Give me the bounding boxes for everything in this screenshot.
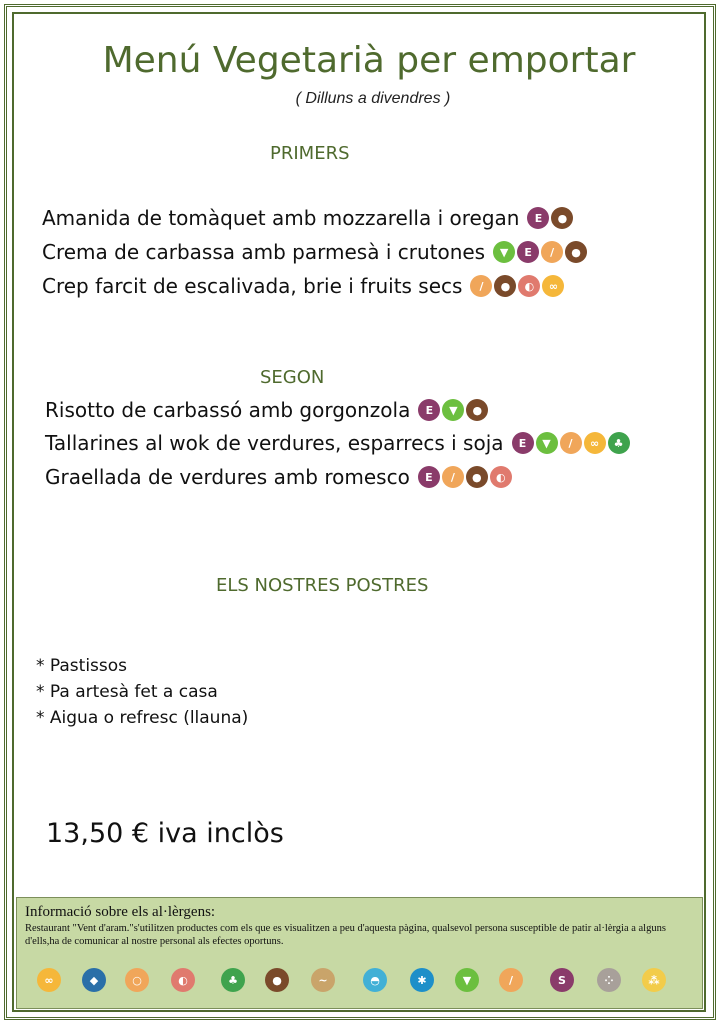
dish-segon-1: [45, 398, 488, 422]
sulphite-icon: S: [550, 968, 574, 992]
dish-segon-2: [45, 431, 630, 455]
allergen-text: Restaurant "Vent d'aram."s'utilitzen productes com els que es visualitzen a peu d'aquesta pàgina, qualsevol persona susceptible de patir al·lèrgia a alguns d'ells,ha de comunicar al nostre personal als efectes oportuns.: [25, 923, 666, 947]
menu-price: 13,50 € iva inclòs: [46, 818, 284, 849]
menu-subtitle: ( Dilluns a divendres ): [295, 90, 451, 107]
egg-icon: E: [527, 207, 549, 229]
peanut-icon: ∞: [542, 275, 564, 297]
egg-icon: E: [512, 432, 534, 454]
milk-icon: ●: [466, 399, 488, 421]
dish-label: Crep farcit de escalivada, brie i fruits secs: [42, 274, 463, 298]
dish-segon-3: [45, 465, 512, 489]
menu-title: Menú Vegetarià per emportar: [102, 40, 636, 81]
nuts-icon: ◐: [518, 275, 540, 297]
gluten-icon: /: [499, 968, 523, 992]
mollusc-icon: ~: [311, 968, 335, 992]
egg-icon: E: [418, 399, 440, 421]
postre-item-3: * Aigua o refresc (llauna): [36, 708, 249, 728]
mustard-icon: ⁘: [597, 968, 621, 992]
section-postres: ELS NOSTRES POSTRES: [216, 575, 429, 596]
egg-icon: E: [418, 466, 440, 488]
egg-icon: ○: [125, 968, 149, 992]
milk-icon: ●: [551, 207, 573, 229]
milk-icon: ●: [565, 241, 587, 263]
allergen-icons: [512, 432, 630, 454]
milk-icon: ●: [494, 275, 516, 297]
dish-label: Crema de carbassa amb parmesà i crutones: [42, 240, 486, 264]
sesame-icon: ⁂: [642, 968, 666, 992]
soy-icon: ♣: [608, 432, 630, 454]
dish-primer-2: [42, 240, 587, 264]
crustacean-icon: ✱: [410, 968, 434, 992]
allergen-info-box: [16, 897, 703, 1009]
allergen-icons: [418, 466, 512, 488]
allergen-icons: [418, 399, 488, 421]
allergen-icons: [527, 207, 573, 229]
gluten-icon: /: [470, 275, 492, 297]
gluten-icon: /: [560, 432, 582, 454]
allergen-title: Informació sobre els al·lèrgens:: [25, 904, 216, 920]
dish-primer-1: [42, 206, 573, 230]
dish-label: Amanida de tomàquet amb mozzarella i oregan: [42, 206, 520, 230]
gluten-icon: /: [541, 241, 563, 263]
page-border-inner: [12, 12, 706, 1012]
celery-icon: ▼: [536, 432, 558, 454]
dish-label: Graellada de verdures amb romesco: [45, 465, 410, 489]
dish-primer-3: [42, 274, 564, 298]
section-primers: PRIMERS: [270, 143, 350, 164]
shellfish-icon: ◓: [363, 968, 387, 992]
allergen-icons: [493, 241, 587, 263]
celery-icon: ▼: [442, 399, 464, 421]
celery-icon: ▼: [493, 241, 515, 263]
dish-label: Tallarines al wok de verdures, esparrecs i soja: [45, 431, 504, 455]
postre-item-1: * Pastissos: [36, 656, 128, 676]
milk-icon: ●: [265, 968, 289, 992]
nuts-icon: ◐: [490, 466, 512, 488]
dish-label: Risotto de carbassó amb gorgonzola: [45, 398, 411, 422]
section-segon: SEGON: [260, 367, 325, 388]
celery-icon: ▼: [455, 968, 479, 992]
peanut-icon: ∞: [37, 968, 61, 992]
peanut-icon: ∞: [584, 432, 606, 454]
nuts-icon: ◐: [171, 968, 195, 992]
egg-icon: E: [517, 241, 539, 263]
allergen-icons: [470, 275, 564, 297]
gluten-icon: /: [442, 466, 464, 488]
soy-icon: ♣: [221, 968, 245, 992]
milk-icon: ●: [466, 466, 488, 488]
fish-icon: ◆: [82, 968, 106, 992]
postre-item-2: * Pa artesà fet a casa: [36, 682, 218, 702]
